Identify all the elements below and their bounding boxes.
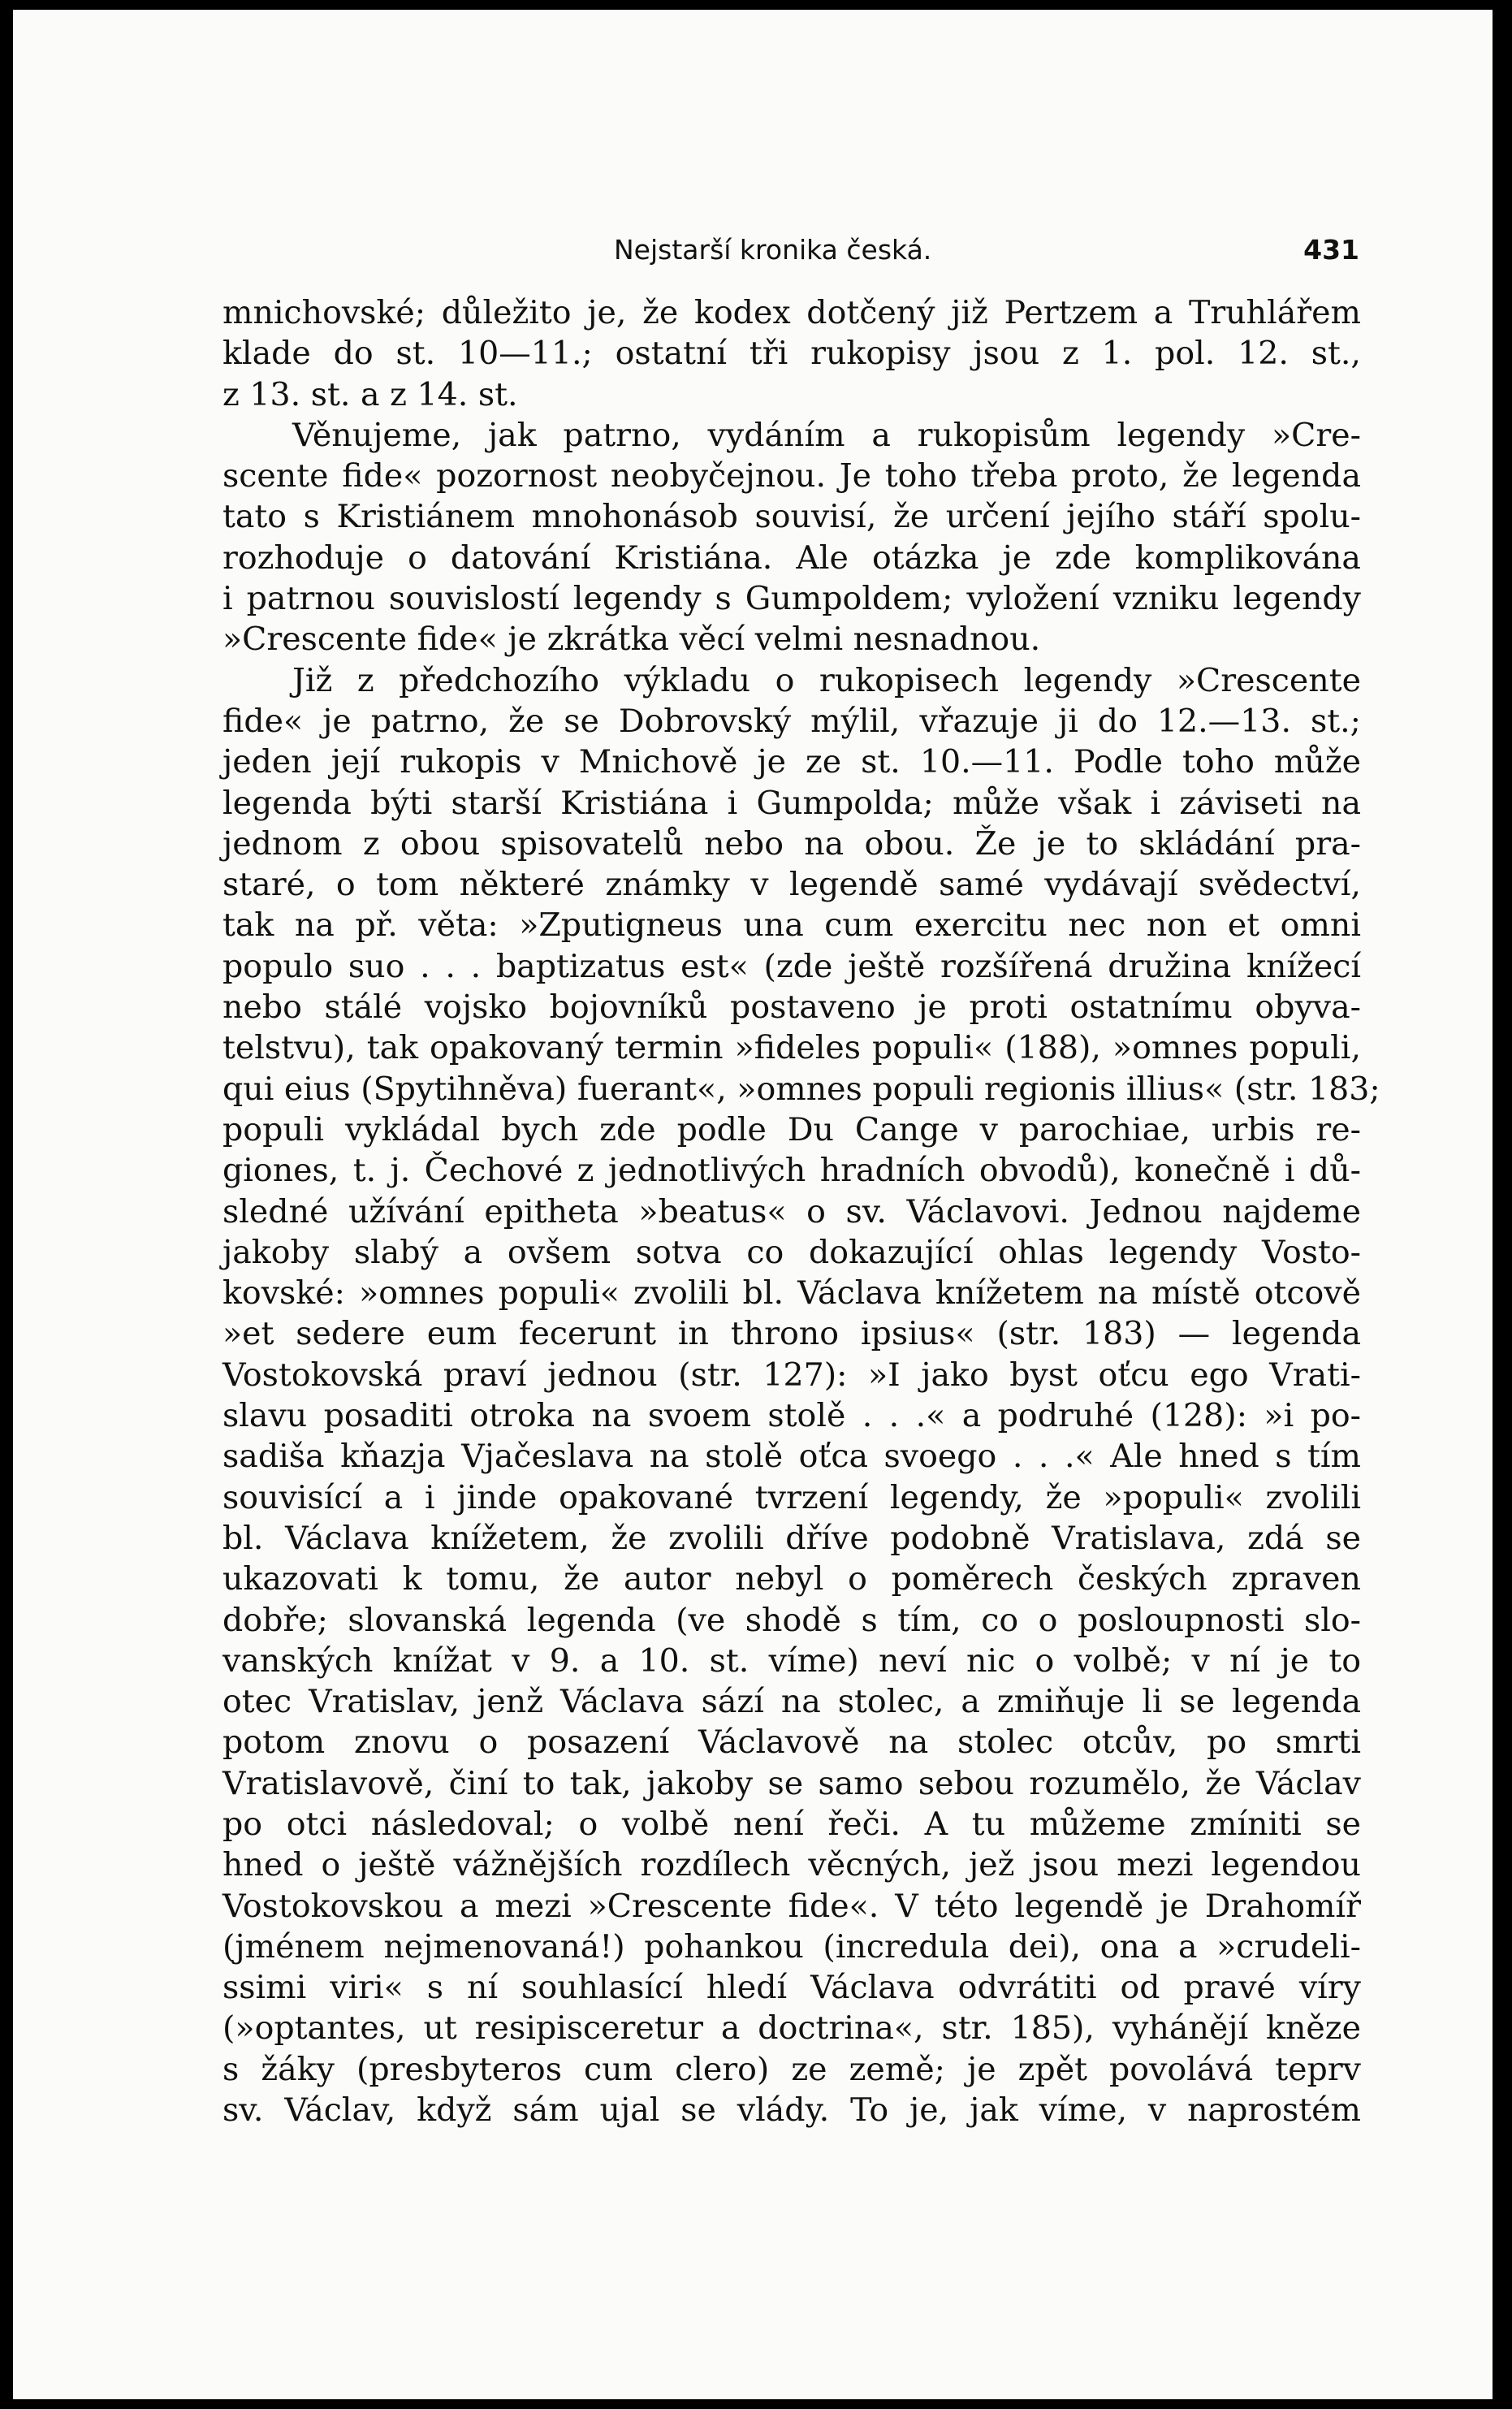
text-line: Věnujeme, jak patrno, vydáním a rukopisům legendy »Cre-	[292, 416, 1361, 454]
text-line: Vratislavově, činí to tak, jakoby se samo sebou rozumělo, že Václav	[222, 1764, 1361, 1802]
page-number: 431	[1303, 234, 1359, 266]
text-line: s žáky (presbyteros cum clero) ze země; je zpět povolává teprv	[222, 2050, 1361, 2088]
text-line: fide« je patrno, že se Dobrovský mýlil, vřazuje ji do 12.—13. st.;	[222, 702, 1361, 740]
text-line: hned o ještě vážnějších rozdílech věcných, jež jsou mezi legendou	[222, 1846, 1361, 1884]
text-line: tato s Kristiánem mnohonásob souvisí, že určení jejího stáří spolu-	[222, 498, 1361, 536]
running-title: Nejstarší kronika česká.	[614, 234, 932, 266]
text-line: klade do st. 10—11.; ostatní tři rukopisy jsou z 1. pol. 12. st.,	[222, 335, 1361, 373]
text-line: Již z předchozího výkladu o rukopisech legendy »Crescente	[292, 661, 1361, 699]
running-header	[222, 227, 1359, 273]
text-line: »et sedere eum fecerunt in throno ipsius« (str. 183) — legenda	[222, 1315, 1361, 1353]
text-line: ssimi viri« s ní souhlasící hledí Václava odvrátiti od pravé víry	[222, 1969, 1361, 2007]
text-line: populi vykládal bych zde podle Du Cange v parochiae, urbis re-	[222, 1110, 1361, 1148]
text-line: »Crescente fide« je zkrátka věcí velmi nesnadnou.	[222, 621, 1041, 659]
text-line: dobře; slovanská legenda (ve shodě s tím, co o posloupnosti slo-	[222, 1601, 1361, 1639]
text-line: sledné užívání epitheta »beatus« o sv. Václavovi. Jednou najdeme	[222, 1192, 1361, 1230]
text-line: z 13. st. a z 14. st.	[222, 375, 518, 413]
text-line: rozhoduje o datování Kristiána. Ale otázka je zde komplikována	[222, 538, 1361, 577]
text-line: po otci následoval; o volbě není řeči. A tu můžeme zmíniti se	[222, 1805, 1361, 1843]
text-line: ukazovati k tomu, že autor nebyl o poměrech českých zpraven	[222, 1560, 1361, 1598]
body-text	[222, 292, 1380, 2130]
text-line: legenda býti starší Kristiána i Gumpolda; může však i záviseti na	[222, 784, 1361, 822]
text-line: mnichovské; důležito je, že kodex dotčený již Pertzem a Truhlářem	[222, 294, 1361, 331]
text-line: jednom z obou spisovatelů nebo na obou. Že je to skládání pra-	[222, 824, 1361, 863]
text-line: bl. Václava knížetem, že zvolili dříve podobně Vratislava, zdá se	[222, 1519, 1361, 1557]
text-line: (jménem nejmenovaná!) pohankou (incredula dei), ona a »crudeli-	[222, 1927, 1361, 1966]
text-line: staré, o tom některé známky v legendě samé vydávají svědectví,	[222, 866, 1361, 904]
text-line: vanských knížat v 9. a 10. st. víme) neví nic o volbě; v ní je to	[222, 1641, 1361, 1680]
text-line: sv. Václav, když sám ujal se vlády. To je, jak víme, v naprostém	[222, 2091, 1361, 2130]
text-line: tak na př. věta: »Zputigneus una cum exercitu nec non et omni	[222, 906, 1361, 945]
text-line: potom znovu o posazení Václavově na stolec otcův, po smrti	[222, 1723, 1361, 1762]
text-line: sadiša kňazja Vjačeslava na stolě oťca svoego . . .« Ale hned s tím	[222, 1438, 1361, 1476]
text-line: jeden její rukopis v Mnichově je ze st. 10.—11. Podle toho může	[222, 743, 1361, 781]
text-line: slavu posaditi otroka na svoem stolě . . .« a podruhé (128): »i po-	[222, 1397, 1361, 1435]
text-line: kovské: »omnes populi« zvolili bl. Václava knížetem na místě otcově	[222, 1274, 1361, 1313]
text-line: jakoby slabý a ovšem sotva co dokazující ohlas legendy Vosto-	[222, 1233, 1361, 1271]
text-line: populo suo . . . baptizatus est« (zde ještě rozšířená družina knížecí	[222, 947, 1361, 985]
scanned-page	[13, 10, 1493, 2399]
text-line: giones, t. j. Čechové z jednotlivých hradních obvodů), konečně i dů-	[222, 1152, 1361, 1190]
text-line: Vostokovskou a mezi »Crescente fide«. V této legendě je Drahomíř	[222, 1887, 1361, 1925]
text-line: Vostokovská praví jednou (str. 127): »I jako byst oťcu ego Vrati-	[222, 1356, 1361, 1394]
text-line: scente fide« pozornost neobyčejnou. Je toho třeba proto, že legenda	[222, 457, 1361, 495]
text-line: telstvu), tak opakovaný termin »fideles populi« (188), »omnes populi,	[222, 1029, 1361, 1067]
text-line: nebo stálé vojsko bojovníků postaveno je proti ostatnímu obyva-	[222, 988, 1361, 1027]
text-line: souvisící a i jinde opakované tvrzení legendy, že »populi« zvolili	[222, 1478, 1361, 1516]
text-line: otec Vratislav, jenž Václava sází na stolec, a zmiňuje li se legenda	[222, 1683, 1361, 1721]
text-line: qui eius (Spytihněva) fuerant«, »omnes populi regionis illius« (str. 183;	[222, 1070, 1380, 1108]
text-line: (»optantes, ut resipisceretur a doctrina«, str. 185), vyhánějí kněze	[222, 2009, 1361, 2048]
text-line: i patrnou souvislostí legendy s Gumpoldem; vyložení vzniku legendy	[222, 580, 1361, 618]
